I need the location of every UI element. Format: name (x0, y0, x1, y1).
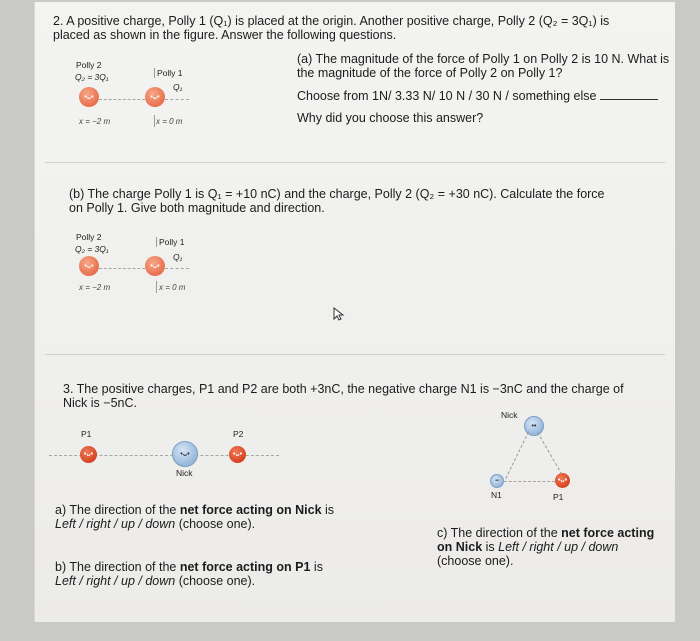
origin-tick (156, 281, 157, 293)
tri-p1-label: P1 (553, 492, 564, 502)
q3c-options[interactable]: Left / right / up / down (498, 540, 619, 554)
q3c-line3: (choose one). (437, 554, 514, 568)
x-right-label: x = 0 m (156, 117, 183, 126)
polly1-label: Polly 1 (159, 237, 185, 247)
q3b-post: is (310, 560, 323, 574)
polly2-charge: Q₂ = 3Q₁ (75, 244, 109, 254)
x-left-label: x = −2 m (79, 283, 111, 292)
q3c-bold: net force acting (561, 526, 655, 540)
q2-heading-line2: placed as shown in the figure. Answer the following questions. (53, 28, 397, 42)
divider (45, 162, 665, 163)
tri-base (499, 481, 555, 482)
q2-heading: 2. A positive charge, Polly 1 (Q₁) is placed at the origin. Another positive charge, Polly 2 (Q₂ = 3Q₁) is (53, 14, 610, 28)
polly2-label: Polly 2 (76, 60, 102, 70)
q3c-line1 (437, 526, 654, 541)
p1-charge-ball: •ᴗ• (80, 446, 97, 463)
origin-tick (154, 115, 155, 127)
polly1-charge: Q₁ (173, 252, 183, 262)
axis-dash (165, 268, 189, 269)
q3c-line2 (437, 540, 618, 555)
q3-heading-line2: Nick is −5nC. (63, 396, 137, 410)
tri-edge (505, 432, 529, 479)
axis-dash (99, 268, 145, 269)
tri-n1-ball: •• (490, 474, 504, 488)
origin-tick (154, 68, 155, 78)
q2b-line2: on Polly 1. Give both magnitude and direction. (69, 201, 325, 215)
polly2-label: Polly 2 (76, 232, 102, 242)
axis-dash (165, 99, 189, 100)
polly1-charge-ball: •ᴗ• (145, 87, 165, 107)
q3a-options[interactable]: Left / right / up / down (55, 517, 176, 531)
tri-nick-label: Nick (501, 410, 518, 420)
worksheet-page (34, 2, 675, 622)
polly1-charge: Q₁ (173, 82, 183, 92)
x-right-label: x = 0 m (159, 283, 186, 292)
q2a-line1: (a) The magnitude of the force of Polly 1 on Polly 2 is 10 N. What is (297, 52, 670, 66)
q2a-line2: the magnitude of the force of Polly 2 on Polly 1? (297, 66, 563, 80)
q3b-tail: (choose one). (175, 574, 256, 588)
q3c-mid: is (482, 540, 499, 554)
polly2-charge-ball: •ᴗ• (79, 256, 99, 276)
q3c-pre: c) The direction of the (437, 526, 562, 540)
polly1-label: Polly 1 (157, 68, 183, 78)
divider (45, 354, 665, 355)
q3b-bold: net force acting on P1 (179, 560, 311, 574)
tri-nick-ball: •• (524, 416, 544, 436)
axis-dash (99, 99, 145, 100)
tri-p1-ball: •ᴗ• (555, 473, 570, 488)
origin-tick (156, 237, 157, 247)
nick-label: Nick (176, 468, 193, 478)
q3a-pre: a) The direction of the (55, 503, 180, 517)
mouse-cursor-icon (333, 307, 345, 321)
q3a-bold: net force acting on Nick (179, 503, 322, 517)
q3a-line1 (55, 503, 334, 518)
polly2-charge: Q₂ = 3Q₁ (75, 72, 109, 82)
q2b-line1: (b) The charge Polly 1 is Q₁ = +10 nC) and the charge, Polly 2 (Q₂ = +30 nC). Calculate the force (69, 187, 605, 201)
q2a-answer-blank[interactable] (600, 89, 658, 100)
q2a-choices-text: Choose from 1N/ 3.33 N/ 10 N / 30 N / something else (297, 89, 597, 103)
x-left-label: x = −2 m (79, 117, 111, 126)
q3c-bold2: on Nick (437, 540, 483, 554)
q2a-choices (297, 89, 658, 104)
p2-label: P2 (233, 429, 244, 439)
q3b-line2 (55, 574, 255, 589)
q3a-post: is (321, 503, 335, 517)
q3b-pre: b) The direction of the (55, 560, 180, 574)
q3b-line1 (55, 560, 323, 575)
q3a-tail: (choose one). (175, 517, 256, 531)
q3a-line2 (55, 517, 255, 532)
q2a-why: Why did you choose this answer? (297, 111, 484, 125)
p1-label: P1 (81, 429, 92, 439)
p2-charge-ball: •ᴗ• (229, 446, 246, 463)
polly1-charge-ball: •ᴗ• (145, 256, 165, 276)
q3-heading: 3. The positive charges, P1 and P2 are both +3nC, the negative charge N1 is −3nC and the charge of (63, 382, 624, 396)
tri-n1-label: N1 (491, 490, 502, 500)
q3b-options[interactable]: Left / right / up / down (55, 574, 176, 588)
polly2-charge-ball: •ᴗ• (79, 87, 99, 107)
nick-charge-ball: •ᴗ• (172, 441, 198, 467)
